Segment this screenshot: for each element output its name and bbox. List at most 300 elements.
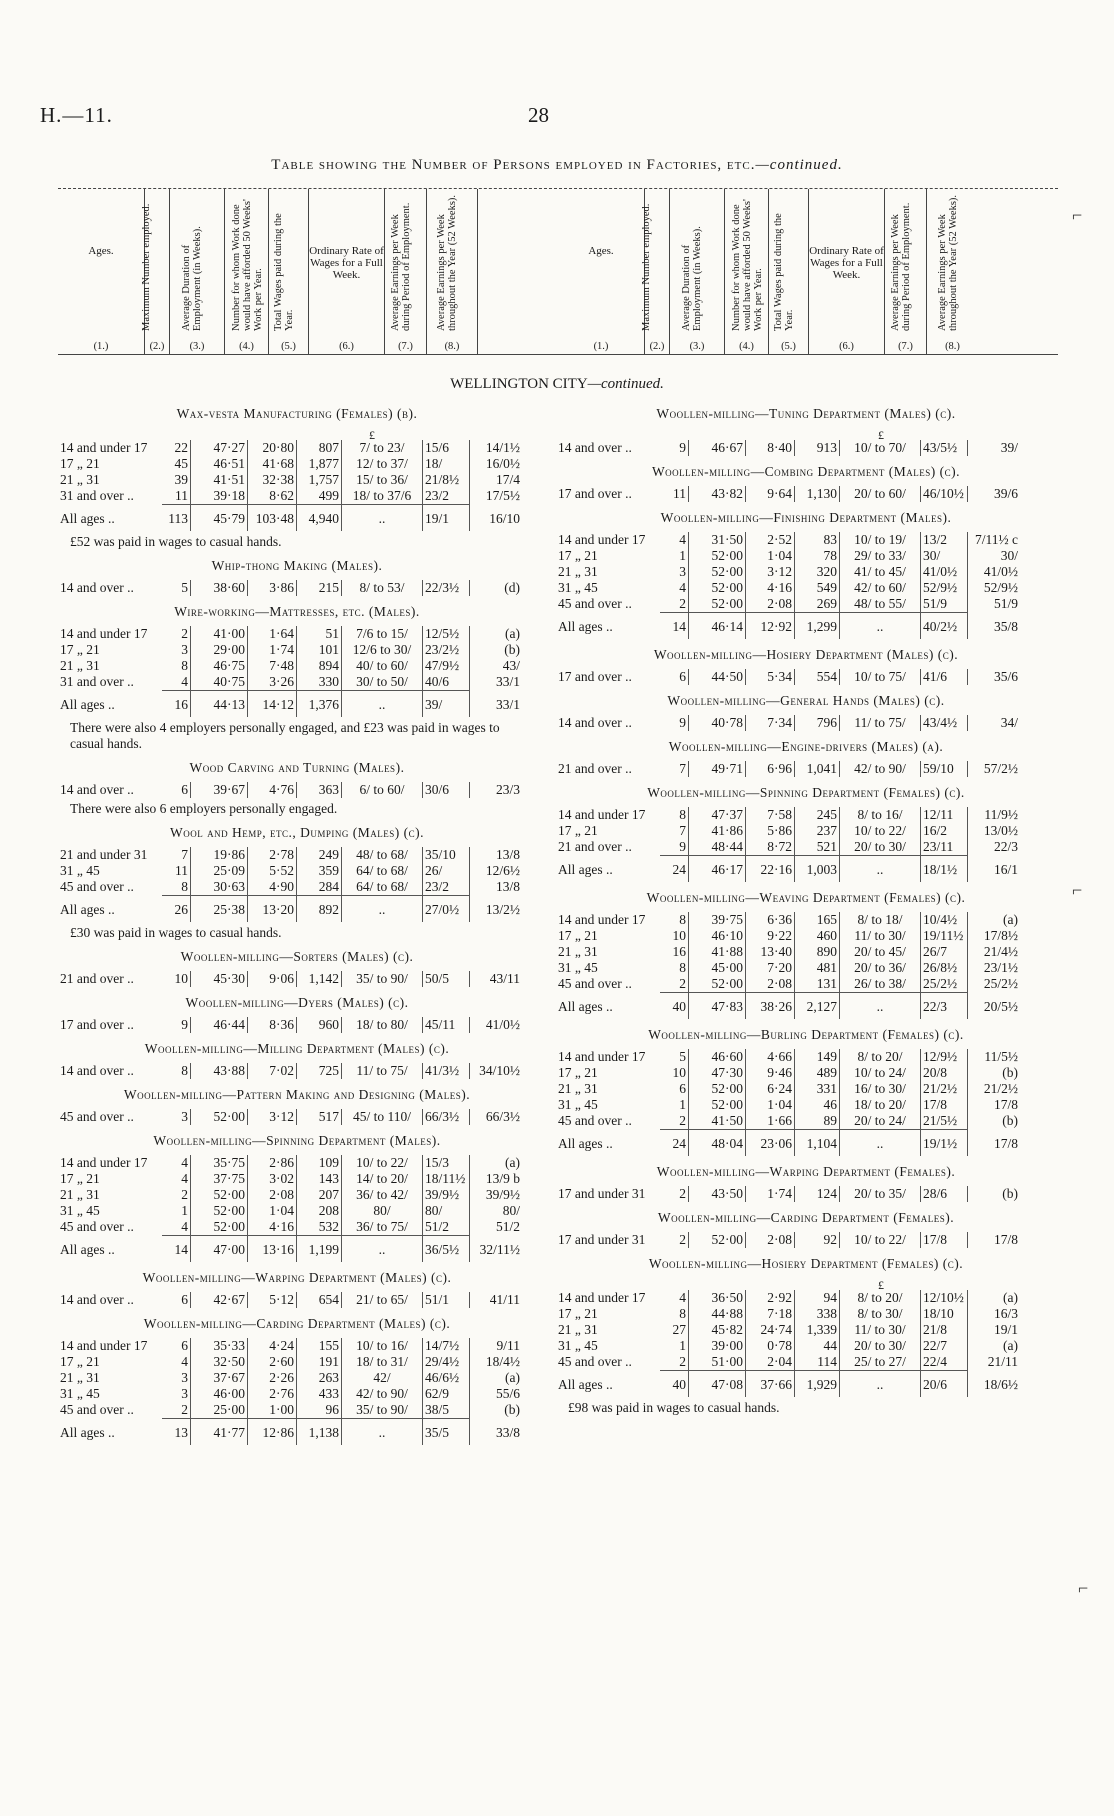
value-cell: 433 — [297, 1386, 342, 1402]
value-cell: 8/ to 20/ — [840, 1290, 921, 1306]
value-cell: 7 — [660, 761, 689, 777]
table-row — [58, 1109, 522, 1125]
value-cell: 30/ — [921, 548, 968, 564]
value-cell: 36/5½ — [423, 1236, 470, 1263]
value-cell: 3·02 — [248, 1171, 297, 1187]
value-cell: 39/9½ — [485, 1187, 520, 1202]
value-cell: 10/ to 22/ — [342, 1155, 423, 1171]
column-header-right — [558, 189, 1058, 354]
column-header-row — [58, 188, 1058, 355]
value-cell: 18/ to 31/ — [342, 1354, 423, 1370]
value-cell: 114 — [795, 1354, 840, 1371]
age-cell: 45 and over .. — [558, 976, 632, 991]
data-table — [556, 440, 1020, 456]
value-cell: 51/1 — [423, 1292, 470, 1308]
value-cell: 40/6 — [423, 674, 470, 691]
value-cell: 654 — [297, 1292, 342, 1308]
value-cell: 7·18 — [746, 1306, 795, 1322]
age-cell: 17 „ 21 — [558, 548, 598, 563]
value-cell: 4·90 — [248, 879, 297, 896]
section-title: Woollen-milling—General Hands (Males) (c). — [667, 693, 945, 708]
value-cell: 52/9½ — [921, 580, 968, 596]
age-cell: 21 and over .. — [60, 971, 134, 986]
value-cell: 245 — [795, 807, 840, 823]
value-cell: 18/6½ — [983, 1376, 1018, 1392]
value-cell: 269 — [795, 596, 840, 613]
value-cell: 32·38 — [248, 472, 297, 488]
value-cell: 191 — [297, 1354, 342, 1370]
table-row — [58, 1063, 522, 1079]
age-cell: 31 and over .. — [60, 488, 134, 503]
value-cell: 109 — [297, 1155, 342, 1171]
value-cell: 36/ to 42/ — [342, 1187, 423, 1203]
value-cell: 11 — [162, 863, 191, 879]
value-cell: 320 — [795, 564, 840, 580]
value-cell: 21/5½ — [921, 1113, 968, 1130]
age-cell: 31 „ 45 — [60, 1386, 100, 1401]
value-cell: 14/ to 20/ — [342, 1171, 423, 1187]
table-row — [58, 1187, 522, 1203]
age-cell: 14 and over .. — [60, 1063, 134, 1078]
value-cell: 2 — [162, 1187, 191, 1203]
value-cell: 1·64 — [248, 626, 297, 642]
table-row — [58, 642, 522, 658]
section-title: Woollen-milling—Spinning Department (Females) (c). — [647, 785, 965, 800]
table-row — [58, 1203, 522, 1219]
value-cell: 12·86 — [248, 1419, 297, 1446]
value-cell: 8 — [162, 1063, 191, 1079]
value-cell: 43·50 — [689, 1186, 746, 1202]
value-cell: 8/ to 16/ — [840, 807, 921, 823]
value-cell: 7 — [162, 847, 191, 863]
value-cell: 521 — [795, 839, 840, 856]
value-cell: 25/ to 27/ — [840, 1354, 921, 1371]
value-cell: 796 — [795, 715, 840, 731]
value-cell: 26/ — [423, 863, 470, 879]
section-title: Woollen-milling—Warping Department (Females). — [656, 1164, 956, 1179]
value-cell: 14/7½ — [423, 1338, 470, 1354]
value-cell: 46·67 — [689, 440, 746, 456]
value-cell: 39·67 — [191, 782, 248, 798]
data-table — [556, 1049, 1020, 1156]
value-cell: 4 — [162, 1219, 191, 1236]
total-row — [58, 505, 522, 532]
value-cell: .. — [342, 1419, 423, 1446]
value-cell: 43/4½ — [921, 715, 968, 731]
value-cell: 39·75 — [689, 912, 746, 928]
value-cell: 16/2 — [921, 823, 968, 839]
value-cell: 37·67 — [191, 1370, 248, 1386]
value-cell: 20/ to 35/ — [840, 1186, 921, 1202]
value-cell: 44·13 — [191, 691, 248, 718]
section-title: Woollen-milling—Hosiery Department (Females) (c). — [648, 1256, 964, 1271]
value-cell: 6 — [660, 1081, 689, 1097]
table-row — [556, 1338, 1020, 1354]
value-cell: 49·71 — [689, 761, 746, 777]
value-cell: 48·44 — [689, 839, 746, 856]
value-cell: 80/ — [423, 1203, 470, 1219]
value-cell: 7·34 — [746, 715, 795, 731]
value-cell: 27 — [660, 1322, 689, 1338]
value-cell: .. — [342, 505, 423, 532]
value-cell: 4 — [660, 580, 689, 596]
value-cell: 35·33 — [191, 1338, 248, 1354]
table-row — [58, 1354, 522, 1370]
value-cell: 10/ to 70/ — [840, 440, 921, 456]
table-row — [58, 1155, 522, 1171]
value-cell: 8·72 — [746, 839, 795, 856]
value-cell: 18/ — [423, 456, 470, 472]
section-title: Woollen-milling—Combing Department (Males) (c). — [651, 464, 961, 479]
value-cell: 2·92 — [746, 1290, 795, 1306]
value-cell: 5 — [660, 1049, 689, 1065]
value-cell: 1,003 — [795, 856, 840, 883]
value-cell: 44 — [795, 1338, 840, 1354]
value-cell: 7·48 — [248, 658, 297, 674]
value-cell: 21/8½ — [423, 472, 470, 488]
data-table — [58, 1155, 522, 1262]
value-cell: 14/1½ — [485, 440, 520, 455]
value-cell: 46·44 — [191, 1017, 248, 1033]
value-cell: (b) — [504, 642, 520, 657]
page-reference: H.—11. — [40, 103, 113, 127]
value-cell: 51 — [297, 626, 342, 642]
value-cell: 143 — [297, 1171, 342, 1187]
value-cell: 17/8 — [921, 1232, 968, 1248]
value-cell: 22/3½ — [423, 580, 470, 596]
value-cell: 8 — [660, 960, 689, 976]
header-avg-earnings-year-right: Average Earnings per Week throughout the Year (52 Weeks). (8.) — [926, 189, 978, 354]
value-cell: 1·00 — [248, 1402, 297, 1419]
value-cell: 31·50 — [689, 532, 746, 548]
age-cell: 21 „ 31 — [60, 658, 100, 673]
value-cell: 20/6 — [921, 1371, 968, 1398]
age-cell: All ages .. — [60, 696, 115, 712]
table-row — [556, 1306, 1020, 1322]
value-cell: 10/ to 75/ — [840, 669, 921, 685]
value-cell: 52·00 — [689, 1081, 746, 1097]
value-cell: 38·26 — [746, 993, 795, 1020]
value-cell: 34/10½ — [479, 1063, 520, 1078]
value-cell: 41·77 — [191, 1419, 248, 1446]
value-cell: 41/0½ — [921, 564, 968, 580]
value-cell: 155 — [297, 1338, 342, 1354]
table-section — [556, 693, 1056, 731]
value-cell: 263 — [297, 1370, 342, 1386]
value-cell: 3 — [162, 642, 191, 658]
value-cell: 2 — [162, 626, 191, 642]
value-cell: .. — [342, 1236, 423, 1263]
value-cell: 7/6 to 15/ — [342, 626, 423, 642]
value-cell: 13 — [162, 1419, 191, 1446]
value-cell: 913 — [795, 440, 840, 456]
value-cell: 41/ to 45/ — [840, 564, 921, 580]
value-cell: 41·51 — [191, 472, 248, 488]
value-cell: (b) — [1002, 1113, 1018, 1128]
table-section — [58, 1270, 536, 1308]
table-section — [556, 464, 1056, 502]
value-cell: 17/8½ — [983, 928, 1018, 943]
value-cell: 0·78 — [746, 1338, 795, 1354]
value-cell: (a) — [505, 1370, 520, 1385]
value-cell: 16/10 — [489, 510, 520, 526]
value-cell: 35·75 — [191, 1155, 248, 1171]
value-cell: 2·08 — [746, 596, 795, 613]
value-cell: 29/ to 33/ — [840, 548, 921, 564]
value-cell: 52·00 — [191, 1203, 248, 1219]
section-note: There were also 4 employers personally engaged, and £23 was paid in wages to casual hands. — [70, 720, 500, 751]
table-row — [58, 879, 522, 896]
value-cell: (a) — [505, 1155, 520, 1170]
value-cell: 18/ to 20/ — [840, 1097, 921, 1113]
value-cell: 29/4½ — [423, 1354, 470, 1370]
value-cell: 1,104 — [795, 1130, 840, 1157]
value-cell: 5·86 — [746, 823, 795, 839]
value-cell: 48/ to 55/ — [840, 596, 921, 613]
value-cell: 52·00 — [689, 580, 746, 596]
value-cell: 46·14 — [689, 613, 746, 640]
value-cell: 25·09 — [191, 863, 248, 879]
age-cell: 17 „ 21 — [60, 1171, 100, 1186]
value-cell: 6·36 — [746, 912, 795, 928]
header-total-wages: Total Wages paid during the Year. (5.) — [268, 189, 308, 354]
table-row — [556, 532, 1020, 548]
table-row — [556, 823, 1020, 839]
value-cell: 8 — [660, 1306, 689, 1322]
value-cell: 4 — [162, 1155, 191, 1171]
value-cell: 46/6½ — [423, 1370, 470, 1386]
value-cell: 4 — [162, 674, 191, 691]
value-cell: 7/11½ c — [975, 532, 1018, 547]
age-cell: 17 „ 21 — [60, 1354, 100, 1369]
section-title: Wood Carving and Turning (Males). — [189, 760, 405, 775]
value-cell: 554 — [795, 669, 840, 685]
value-cell: 41/0½ — [485, 1017, 520, 1032]
value-cell: 9 — [660, 715, 689, 731]
table-row — [556, 839, 1020, 856]
value-cell: 19/1½ — [921, 1130, 968, 1157]
table-row — [556, 1322, 1020, 1338]
section-title: Woollen-milling—Spinning Department (Males). — [153, 1133, 441, 1148]
table-section — [58, 1316, 536, 1445]
value-cell: 17/8 — [993, 1135, 1018, 1151]
value-cell: 1·66 — [746, 1113, 795, 1130]
value-cell: 43/11 — [489, 971, 520, 986]
value-cell: 16 — [660, 944, 689, 960]
table-title-text: Table showing the Number of Persons employed in Factories, etc. — [271, 157, 756, 173]
value-cell: 45·30 — [191, 971, 248, 987]
value-cell: 19/11½ — [921, 928, 968, 944]
section-title: Woollen-milling—Weaving Department (Females) (c). — [646, 890, 966, 905]
value-cell: 2 — [162, 1402, 191, 1419]
age-cell: 17 „ 21 — [558, 928, 598, 943]
value-cell: 2 — [660, 976, 689, 993]
value-cell: .. — [342, 896, 423, 923]
value-cell: 21/2½ — [983, 1081, 1018, 1096]
value-cell: 12/11 — [921, 807, 968, 823]
value-cell: 10/ to 22/ — [840, 823, 921, 839]
value-cell: 21/2½ — [921, 1081, 968, 1097]
value-cell: 20/5½ — [983, 998, 1018, 1014]
value-cell: 1,041 — [795, 761, 840, 777]
value-cell: 21/4½ — [983, 944, 1018, 959]
age-cell: 14 and under 17 — [60, 1338, 148, 1353]
city-name: WELLINGTON CITY — [450, 376, 588, 392]
section-title: Woollen-milling—Engine-drivers (Males) (a). — [668, 739, 944, 754]
value-cell: 3 — [162, 1370, 191, 1386]
value-cell: 33/1 — [495, 696, 520, 712]
value-cell: 46/10½ — [921, 486, 968, 502]
value-cell: 44·88 — [689, 1306, 746, 1322]
table-row — [556, 1097, 1020, 1113]
value-cell: 43/ — [502, 658, 520, 673]
section-title: Wax-vesta Manufacturing (Females) (b). — [176, 406, 418, 421]
value-cell: 10/ to 19/ — [840, 532, 921, 548]
value-cell: 1,339 — [795, 1322, 840, 1338]
header-avg-duration-right: Average Duration of Employment (in Weeks). (3.) — [669, 189, 724, 354]
value-cell: 47·00 — [191, 1236, 248, 1263]
value-cell: 36/ to 75/ — [342, 1219, 423, 1236]
value-cell: 2·04 — [746, 1354, 795, 1371]
table-row — [556, 1290, 1020, 1306]
value-cell: 13/9 b — [485, 1171, 520, 1186]
value-cell: 46·51 — [191, 456, 248, 472]
value-cell: 55/6 — [495, 1386, 520, 1401]
value-cell: 165 — [795, 912, 840, 928]
value-cell: 45/ to 110/ — [342, 1109, 423, 1125]
value-cell: 78 — [795, 548, 840, 564]
table-row — [58, 782, 522, 798]
data-table — [58, 440, 522, 531]
table-row — [58, 847, 522, 863]
value-cell: (a) — [1003, 1338, 1018, 1353]
value-cell: 24 — [660, 856, 689, 883]
value-cell: 20/ to 30/ — [840, 1338, 921, 1354]
value-cell: 16/3 — [993, 1306, 1018, 1321]
table-section — [556, 647, 1056, 685]
column-header-left — [58, 189, 558, 354]
table-section — [58, 995, 536, 1033]
value-cell: 5·52 — [248, 863, 297, 879]
value-cell: 1·74 — [746, 1186, 795, 1202]
value-cell: 47·83 — [689, 993, 746, 1020]
value-cell: 42/ — [342, 1370, 423, 1386]
value-cell: 52·00 — [191, 1219, 248, 1236]
value-cell: 23/1½ — [983, 960, 1018, 975]
value-cell: 41/6 — [921, 669, 968, 685]
header-avg-earnings-year: Average Earnings per Week throughout the Year (52 Weeks). (8.) — [426, 189, 478, 354]
value-cell: 10/ to 24/ — [840, 1065, 921, 1081]
value-cell: 12/10½ — [921, 1290, 968, 1306]
value-cell: 2·86 — [248, 1155, 297, 1171]
value-cell: 20/8 — [921, 1065, 968, 1081]
section-note: £30 was paid in wages to casual hands. — [70, 925, 282, 940]
value-cell: 4·16 — [746, 580, 795, 596]
age-cell: 21 and over .. — [558, 761, 632, 776]
value-cell: 890 — [795, 944, 840, 960]
section-note: £98 was paid in wages to casual hands. — [568, 1400, 780, 1415]
value-cell: 52/9½ — [983, 580, 1018, 595]
table-row — [556, 1049, 1020, 1065]
value-cell: 45 — [162, 456, 191, 472]
age-cell: 21 „ 31 — [558, 1081, 598, 1096]
value-cell: 1 — [660, 548, 689, 564]
table-title — [0, 157, 1114, 174]
value-cell: 17/5½ — [485, 488, 520, 503]
value-cell: 46·17 — [689, 856, 746, 883]
value-cell: 1,929 — [795, 1371, 840, 1398]
value-cell: 894 — [297, 658, 342, 674]
value-cell: 2·78 — [248, 847, 297, 863]
table-section — [58, 604, 536, 752]
table-title-cont: —continued. — [755, 157, 843, 173]
value-cell: 43/5½ — [921, 440, 968, 456]
value-cell: 18/4½ — [485, 1354, 520, 1369]
value-cell: 52·00 — [689, 1097, 746, 1113]
table-section — [556, 1256, 1056, 1416]
value-cell: 20/ to 24/ — [840, 1113, 921, 1130]
data-table — [556, 761, 1020, 777]
table-row — [58, 472, 522, 488]
value-cell: 14 — [660, 613, 689, 640]
value-cell: 40/2½ — [921, 613, 968, 640]
value-cell: 9·22 — [746, 928, 795, 944]
value-cell: 42/ to 90/ — [342, 1386, 423, 1402]
age-cell: 31 „ 45 — [558, 1097, 598, 1112]
value-cell: 42·67 — [191, 1292, 248, 1308]
total-row — [58, 896, 522, 923]
value-cell: 37·75 — [191, 1171, 248, 1187]
age-cell: 31 „ 45 — [558, 1338, 598, 1353]
value-cell: 43·88 — [191, 1063, 248, 1079]
value-cell: 51·00 — [689, 1354, 746, 1371]
table-row — [58, 488, 522, 505]
value-cell: 725 — [297, 1063, 342, 1079]
value-cell: 26 — [162, 896, 191, 923]
value-cell: 960 — [297, 1017, 342, 1033]
age-cell: All ages .. — [558, 861, 613, 877]
value-cell: 113 — [162, 505, 191, 532]
age-cell: 14 and under 17 — [558, 532, 646, 547]
value-cell: 43·82 — [689, 486, 746, 502]
table-section — [58, 825, 536, 941]
table-row — [556, 807, 1020, 823]
value-cell: 12/6½ — [485, 863, 520, 878]
value-cell: 17/8 — [921, 1097, 968, 1113]
table-row — [556, 928, 1020, 944]
value-cell: 11 — [660, 486, 689, 502]
value-cell: 9 — [660, 440, 689, 456]
value-cell: 1,199 — [297, 1236, 342, 1263]
value-cell: 2·60 — [248, 1354, 297, 1370]
value-cell: 45/11 — [423, 1017, 470, 1033]
value-cell: 41·86 — [689, 823, 746, 839]
value-cell: 3 — [162, 1109, 191, 1125]
age-cell: 45 and over .. — [60, 879, 134, 894]
value-cell: 8 — [660, 807, 689, 823]
value-cell: .. — [840, 856, 921, 883]
section-title: Whip-thong Making (Males). — [211, 558, 383, 573]
value-cell: 24·74 — [746, 1322, 795, 1338]
value-cell: 80/ — [502, 1203, 520, 1218]
value-cell: 52·00 — [689, 1232, 746, 1248]
value-cell: 13·16 — [248, 1236, 297, 1263]
left-column — [58, 398, 536, 1451]
value-cell: 1 — [660, 1097, 689, 1113]
city-heading-cont: —continued. — [587, 376, 664, 392]
age-cell: 31 „ 45 — [60, 863, 100, 878]
age-cell: 45 and over .. — [558, 1113, 632, 1128]
